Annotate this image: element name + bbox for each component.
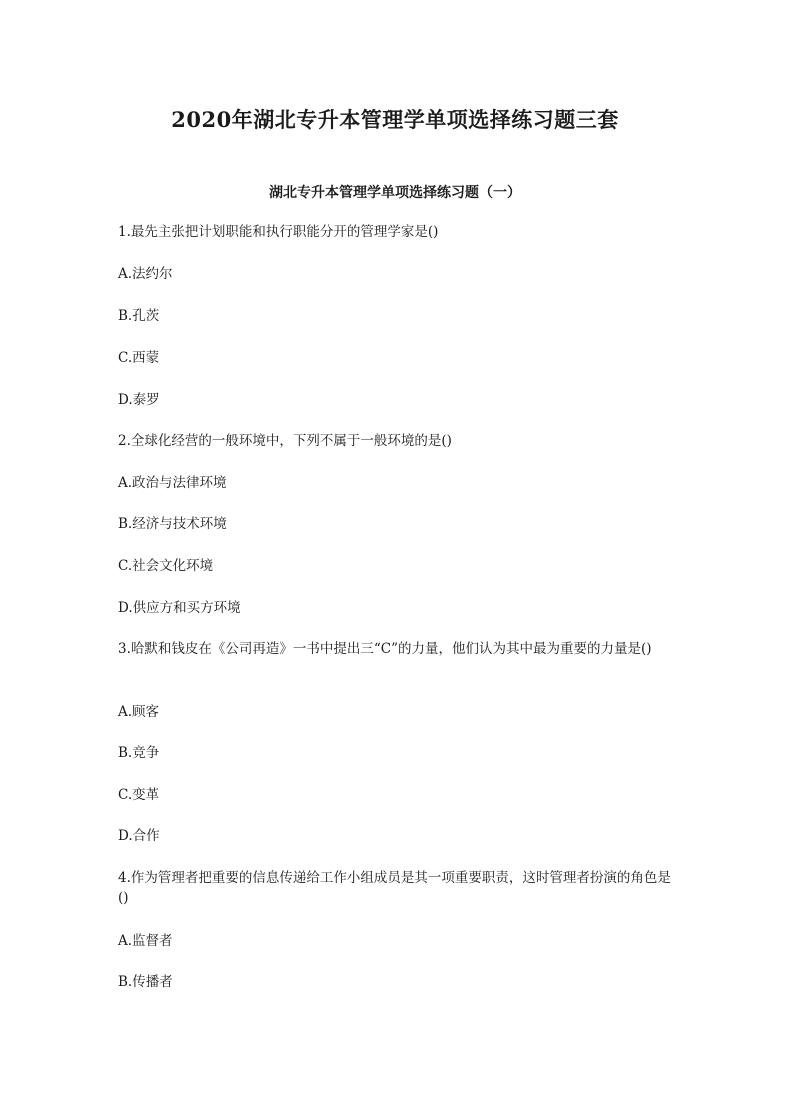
question-3-option-b: B.竞争 xyxy=(118,745,160,761)
question-2-stem: 2.全球化经营的一般环境中，下列不属于一般环境的是() xyxy=(118,433,452,449)
question-1-option-c: C.西蒙 xyxy=(118,350,160,366)
question-3-stem: 3.哈默和钱皮在《公司再造》一书中提出三“C”的力量，他们认为其中最为重要的力量是() xyxy=(118,641,652,657)
question-3-option-a: A.顾客 xyxy=(118,704,160,720)
question-4-option-b: B.传播者 xyxy=(118,974,173,990)
question-2-option-b: B.经济与技术环境 xyxy=(118,516,227,532)
question-2-option-a: A.政治与法律环境 xyxy=(118,475,227,491)
question-3-option-d: D.合作 xyxy=(118,828,160,844)
section-title: 湖北专升本管理学单项选择练习题（一） xyxy=(269,185,521,201)
question-4-stem: 4.作为管理者把重要的信息传递给工作小组成员是其一项重要职责，这时管理者扮演的角色是() xyxy=(118,870,671,906)
question-3-option-c: C.变革 xyxy=(118,787,160,803)
question-1-option-d: D.泰罗 xyxy=(118,392,160,408)
question-1-option-b: B.孔茨 xyxy=(118,308,160,324)
question-1-stem: 1.最先主张把计划职能和执行职能分开的管理学家是() xyxy=(118,224,439,240)
question-2-option-c: C.社会文化环境 xyxy=(118,558,214,574)
question-1-option-a: A.法约尔 xyxy=(118,266,173,282)
question-4-option-a: A.监督者 xyxy=(118,933,173,949)
question-2-option-d: D.供应方和买方环境 xyxy=(118,600,241,616)
document-title: 2020年湖北专升本管理学单项选择练习题三套 xyxy=(171,107,619,132)
